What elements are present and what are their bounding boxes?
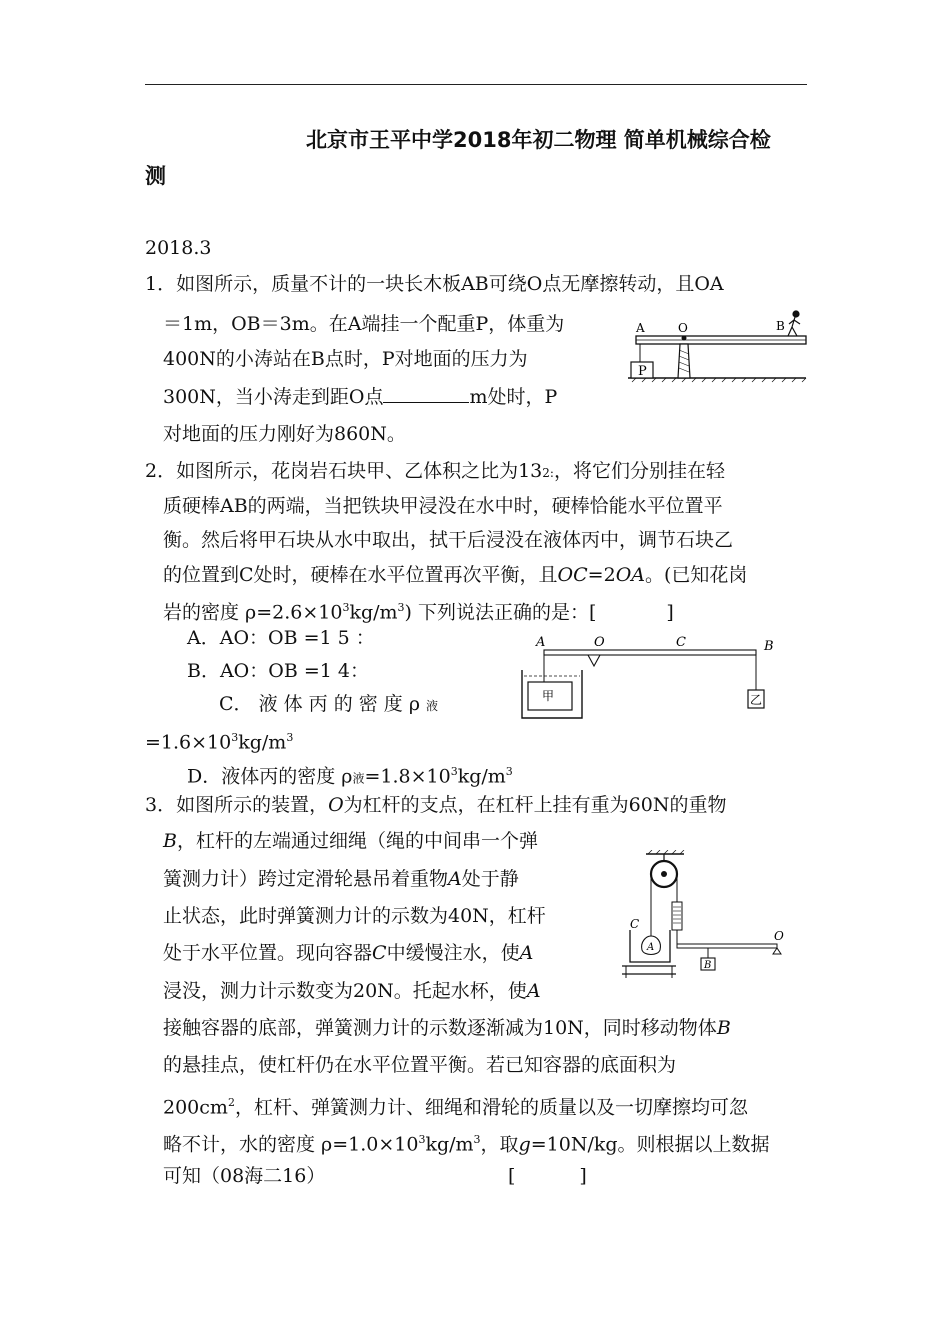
q1-line3: 400N的小涛站在B点时，P对地面的压力为	[163, 348, 528, 370]
q2-option-c-sup2: 3	[286, 731, 294, 744]
q3-label-a: A	[647, 942, 655, 953]
q3-line10-g: g	[518, 1133, 531, 1156]
q3-line10-sup1: 3	[418, 1133, 426, 1146]
q3-line9-sup: 2	[227, 1096, 235, 1109]
q1-person-icon	[788, 311, 800, 336]
q2-lever-figure	[514, 632, 784, 724]
q1-label-a: A	[636, 321, 645, 335]
doc-date: 2018.3	[145, 237, 212, 259]
q3-spring-scale	[672, 902, 682, 930]
q1-label-o: O	[678, 321, 688, 335]
q3-line10-text-d: =10N/kg。则根据以上数据	[530, 1133, 770, 1156]
q2-option-d-text: D．液体丙的密度 ρ	[187, 765, 353, 788]
q2-line2: 质硬棒AB的两端，当把铁块甲浸没在水中时，硬棒恰能水平位置平	[163, 495, 723, 517]
q2-oc: OC	[557, 564, 588, 586]
q3-line3-a: A	[448, 868, 462, 890]
q2-rod	[544, 650, 756, 655]
q2-fulcrum	[588, 655, 600, 666]
q2-label-jia: 甲	[542, 689, 555, 703]
q3-pulley-axle	[661, 871, 667, 877]
q2-option-c-sub: 液	[426, 699, 439, 713]
q3-line5-a: A	[519, 942, 534, 964]
q1-answer-blank[interactable]	[383, 384, 469, 403]
q3-line5-c: C	[372, 942, 387, 964]
q2-ratio-fragment: 2	[542, 466, 550, 480]
q2-line4	[163, 563, 747, 587]
q2-option-d-value: =1.8×10	[364, 765, 451, 788]
q2-line4-text-a: 的位置到C处时，硬棒在水平位置再次平衡，且	[163, 564, 558, 586]
q2-label-yi: 乙	[750, 693, 763, 707]
q2-option-d-sub: 液	[352, 771, 365, 786]
q2-line1	[145, 459, 725, 485]
q3-line1-o: O	[328, 794, 344, 816]
q3-line4: 止状态，此时弹簧测力计的示数为40N，杠杆	[163, 905, 546, 927]
q3-lever	[677, 944, 777, 948]
q1-line2: ＝1m，OB＝3m。在A端挂一个配重P，体重为	[163, 313, 565, 335]
q1-lever-figure	[626, 310, 808, 388]
q3-line10	[163, 1128, 770, 1156]
q2-oa: OA	[615, 564, 645, 586]
q2-option-a[interactable]: A．AO：OB =1 5 ：	[187, 627, 375, 649]
q1-line1: 1．如图所示，质量不计的一块长木板AB可绕O点无摩擦转动，且OA	[145, 273, 724, 295]
q3-line10-text-c: ，取	[480, 1133, 519, 1156]
q3-line1	[145, 793, 726, 817]
q3-line5-text-a: 处于水平位置。现向容器	[163, 942, 373, 964]
q3-line2-b: B	[163, 830, 177, 852]
q3-label-o: O	[774, 929, 784, 943]
q3-answer-bracket[interactable]	[508, 1164, 587, 1188]
q2-option-b[interactable]: B．AO：OB =1 4：	[187, 660, 369, 682]
q2-option-c-sup1: 3	[231, 731, 239, 744]
q3-line10-sup2: 3	[473, 1133, 481, 1146]
q1-label-p: P	[638, 364, 647, 379]
q3-line10-text-a: 略不计，水的密度 ρ=1.0×10	[163, 1133, 419, 1156]
q2-line4-text-b: 。(已知花岗	[645, 564, 748, 586]
q3-line11	[163, 1164, 325, 1188]
q1-line4	[163, 384, 557, 409]
q3-line6-a: A	[526, 980, 541, 1002]
q3-pulley-figure	[620, 850, 792, 980]
q2-ratio-colon: :	[549, 466, 554, 480]
q2-option-c-text: C． 液 体 丙 的 密 度 ρ	[219, 693, 420, 715]
doc-title-line1: 北京市王平中学2018年初二物理 简单机械综合检	[306, 128, 771, 152]
q3-line7	[163, 1016, 731, 1040]
doc-title-line2: 测	[145, 164, 166, 188]
q2-label-a: A	[536, 635, 546, 650]
q2-sup1: 3	[342, 601, 350, 614]
q1-line4-text-a: 300N，当小涛走到距O点	[163, 386, 384, 408]
q3-line11-text: 可知（08海二16）	[163, 1165, 326, 1187]
q1-line5: 对地面的压力刚好为860N。	[163, 423, 406, 445]
q3-fulcrum	[773, 948, 781, 954]
q3-line5	[163, 941, 533, 965]
q2-option-d-sup2: 3	[505, 765, 513, 778]
q3-line9	[163, 1091, 748, 1119]
q2-label-o: O	[594, 635, 605, 650]
q2-label-c: C	[676, 635, 686, 650]
q2-option-d-unit: kg/m	[457, 765, 506, 788]
q3-line3	[163, 867, 519, 891]
q3-line6	[163, 979, 541, 1003]
q2-line3: 衡。然后将甲石块从水中取出，拭干后浸没在液体丙中，调节石块乙	[163, 529, 734, 551]
q2-option-d-sup1: 3	[450, 765, 458, 778]
q3-line2	[163, 829, 538, 853]
q2-bracket-close: ]	[666, 601, 674, 624]
q2-line1-text: 2．如图所示，花岗岩石块甲、乙体积之比为13	[145, 460, 543, 482]
q3-line6-text: 浸没，测力计示数变为20N。托起水杯，使	[163, 980, 527, 1002]
q1-label-b: B	[776, 319, 785, 333]
q2-eq: =2	[587, 564, 616, 586]
q3-bracket-close: ]	[579, 1165, 587, 1187]
q3-line7-b: B	[716, 1017, 731, 1039]
q2-sup2: 3	[397, 601, 405, 614]
q2-unit: kg/m	[349, 601, 398, 624]
q3-line2-text: ，杠杆的左端通过细绳（绳的中间串一个弹	[176, 830, 538, 852]
q3-line3-text-a: 簧测力计）跨过定滑轮悬吊着重物	[163, 868, 449, 890]
q2-line5-text-a: 岩的密度 ρ=2.6×10	[163, 601, 343, 624]
q1-line4-text-b: m处时，P	[469, 386, 558, 408]
q3-line5-text-b: 中缓慢注水，使	[386, 942, 520, 964]
q2-option-c-value: =1.6×10	[145, 731, 232, 754]
q3-line1-text-a: 3．如图所示的装置，	[145, 794, 329, 816]
q3-line8: 的悬挂点，使杠杆仍在水平位置平衡。若已知容器的底面积为	[163, 1054, 677, 1076]
q2-line1-text-b: ，将它们分别挂在轻	[553, 460, 725, 482]
q3-label-b: B	[704, 960, 712, 971]
q3-line10-unit: kg/m	[425, 1133, 474, 1156]
q3-line7-text: 接触容器的底部，弹簧测力计的示数逐渐减为10N，同时移动物体	[163, 1017, 717, 1039]
q1-pivot-o	[682, 336, 687, 341]
q2-option-c-line1[interactable]	[219, 692, 438, 718]
q2-line5	[163, 596, 674, 624]
q2-option-c-line2	[145, 726, 293, 754]
q2-option-d[interactable]	[187, 760, 513, 790]
q1-fulcrum	[678, 344, 690, 378]
header-rule	[145, 84, 807, 85]
q2-line5-text-c: ) 下列说法正确的是：[	[404, 601, 597, 624]
q3-line9-value: 200cm	[163, 1096, 228, 1119]
q3-line3-text-b: 处于静	[461, 868, 519, 890]
q3-label-c: C	[630, 917, 640, 931]
q3-bracket-open: [	[508, 1165, 516, 1187]
q2-label-b: B	[764, 639, 774, 654]
q2-option-c-unit: kg/m	[238, 731, 287, 754]
q3-line9-text: ，杠杆、弹簧测力计、细绳和滑轮的质量以及一切摩擦均可忽	[234, 1096, 748, 1119]
q3-line1-text-b: 为杠杆的支点，在杠杆上挂有重为60N的重物	[343, 794, 727, 816]
